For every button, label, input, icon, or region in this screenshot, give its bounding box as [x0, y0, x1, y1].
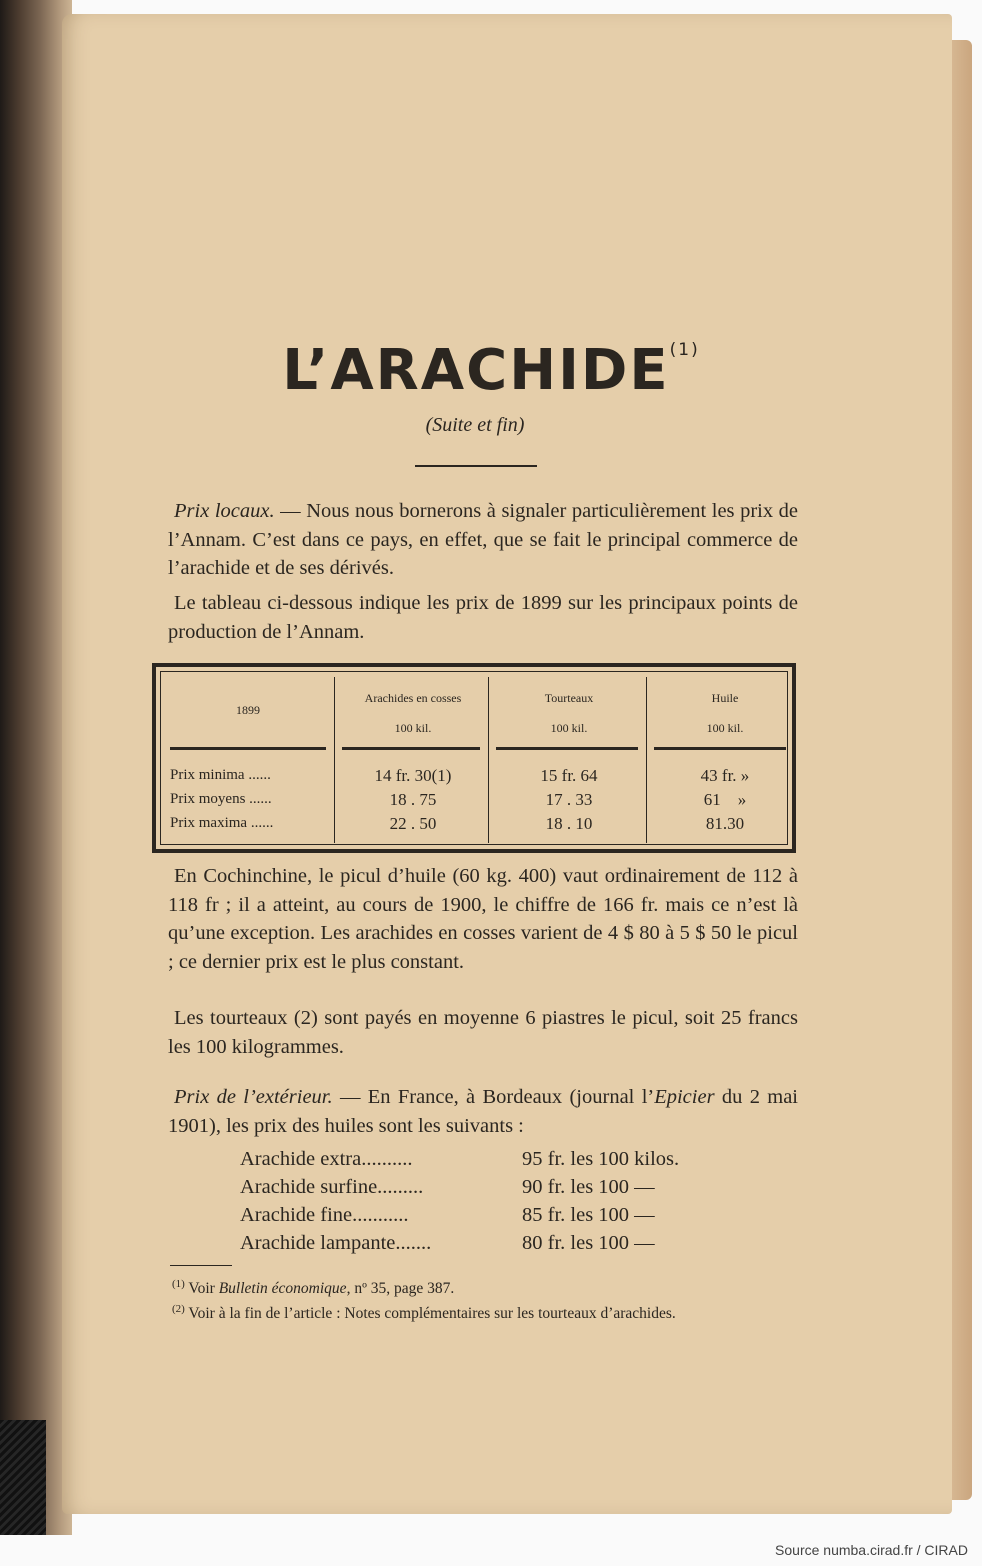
title-divider — [415, 465, 537, 467]
price-value: 95 fr. les 100 kilos. — [522, 1148, 680, 1170]
table-cell: 17 . 33 — [545, 790, 593, 809]
price-value: 80 fr. les 100 — — [522, 1232, 655, 1254]
footnote-text: , nº 35, page 387. — [346, 1280, 455, 1298]
footnote-text: Voir — [184, 1280, 219, 1298]
page-title: L’ARACHIDE$^{(1)}$ — [282, 338, 700, 403]
table-header-huile-unit: 100 kil. — [706, 721, 744, 735]
table-cell: 18 . 75 — [389, 790, 437, 809]
table-header-arachides-unit: 100 kil. — [394, 721, 432, 735]
price-list — [240, 1145, 760, 1257]
table-cell: 22 . 50 — [389, 814, 437, 833]
table-cell: 14 fr. 30(1) — [374, 766, 452, 785]
page-subtitle: (Suite et fin) — [425, 414, 525, 436]
binding-cloth — [0, 1420, 46, 1535]
price-name: Arachide fine........... — [240, 1204, 409, 1226]
price-table — [152, 663, 796, 853]
footnote-1 — [172, 1278, 454, 1298]
paragraph-prix-exterieur — [168, 1083, 798, 1140]
table-header-arachides: Arachides en cosses — [364, 691, 462, 705]
paragraph-tableau-intro: Le tableau ci-dessous indique les prix de 1899 sur les principaux points de production de l’Annam. — [168, 592, 798, 643]
section-label: Prix locaux. — [174, 500, 275, 522]
price-row — [240, 1145, 760, 1173]
footnote-italic: Bulletin économique — [218, 1280, 347, 1298]
footnote-divider — [170, 1265, 232, 1266]
table-cell: 15 fr. 64 — [540, 766, 598, 785]
table-cell: 18 . 10 — [545, 814, 593, 833]
table-row-label: Prix minima ...... — [170, 767, 271, 783]
table-header-rule — [342, 747, 480, 750]
table-cell: 81.30 — [705, 814, 745, 833]
table-header-rule — [654, 747, 786, 750]
price-row — [240, 1229, 760, 1257]
table-row-label: Prix maxima ...... — [170, 815, 274, 831]
table-header-rule — [496, 747, 638, 750]
table-header-year: 1899 — [236, 703, 260, 717]
footnote-text: Voir à la fin de l’article : Notes complémentaires sur les tourteaux d’arachides. — [184, 1305, 676, 1323]
table-col-divider — [488, 677, 489, 843]
journal-name: Epicier — [654, 1086, 715, 1108]
table-cell: 61 » — [703, 790, 747, 809]
paragraph-text: — Nous nous bornerons à signaler particulièrement les prix de l’Annam. C’est dans ce pays, en effet, que se fait le principal commerce de l’arachide et de ses dérivés. — [168, 500, 798, 579]
price-row — [240, 1173, 760, 1201]
table-header-tourteaux-unit: 100 kil. — [550, 721, 588, 735]
table-header-tourteaux: Tourteaux — [544, 691, 594, 705]
table-cell: 43 fr. » — [700, 766, 750, 785]
paragraph-text: — En France, à Bordeaux (journal l’ — [332, 1086, 655, 1108]
table-row-label: Prix moyens ...... — [170, 791, 272, 807]
table-header-rule — [170, 747, 326, 750]
price-value: 90 fr. les 100 — — [522, 1176, 655, 1198]
table-header-huile: Huile — [711, 691, 739, 705]
table-col-divider — [334, 677, 335, 843]
price-row — [240, 1201, 760, 1229]
price-name: Arachide extra.......... — [240, 1148, 413, 1170]
footnote-2 — [172, 1303, 676, 1323]
source-credit: Source numba.cirad.fr / CIRAD — [775, 1542, 968, 1558]
table-col-divider — [646, 677, 647, 843]
paragraph-text: du 2 mai 1901), les prix des huiles sont les suivants : — [168, 1086, 798, 1137]
price-name: Arachide lampante....... — [240, 1232, 432, 1254]
footnote-mark: (1) — [172, 1278, 185, 1290]
paragraph-prix-locaux — [168, 497, 798, 583]
price-name: Arachide surfine......... — [240, 1176, 424, 1198]
footnote-mark: (2) — [172, 1303, 185, 1315]
title-footnote-mark: (1) — [669, 340, 700, 360]
section-label: Prix de l’extérieur. — [174, 1086, 333, 1108]
paragraph-tourteaux: Les tourteaux (2) sont payés en moyenne 6 piastres le picul, soit 25 francs les 100 kilogrammes. — [168, 1007, 798, 1058]
price-value: 85 fr. les 100 — — [522, 1204, 655, 1226]
paragraph-cochinchine: En Cochinchine, le picul d’huile (60 kg. 400) vaut ordinairement de 112 à 118 fr ; il a atteint, au cours de 1900, le chiffre de 166 fr. mais ce n’est là qu’une exception. Les arachides en cosses varient de 4 $ 80 à 5 $ 50 le picul ; ce dernier prix est le plus constant. — [168, 865, 798, 973]
